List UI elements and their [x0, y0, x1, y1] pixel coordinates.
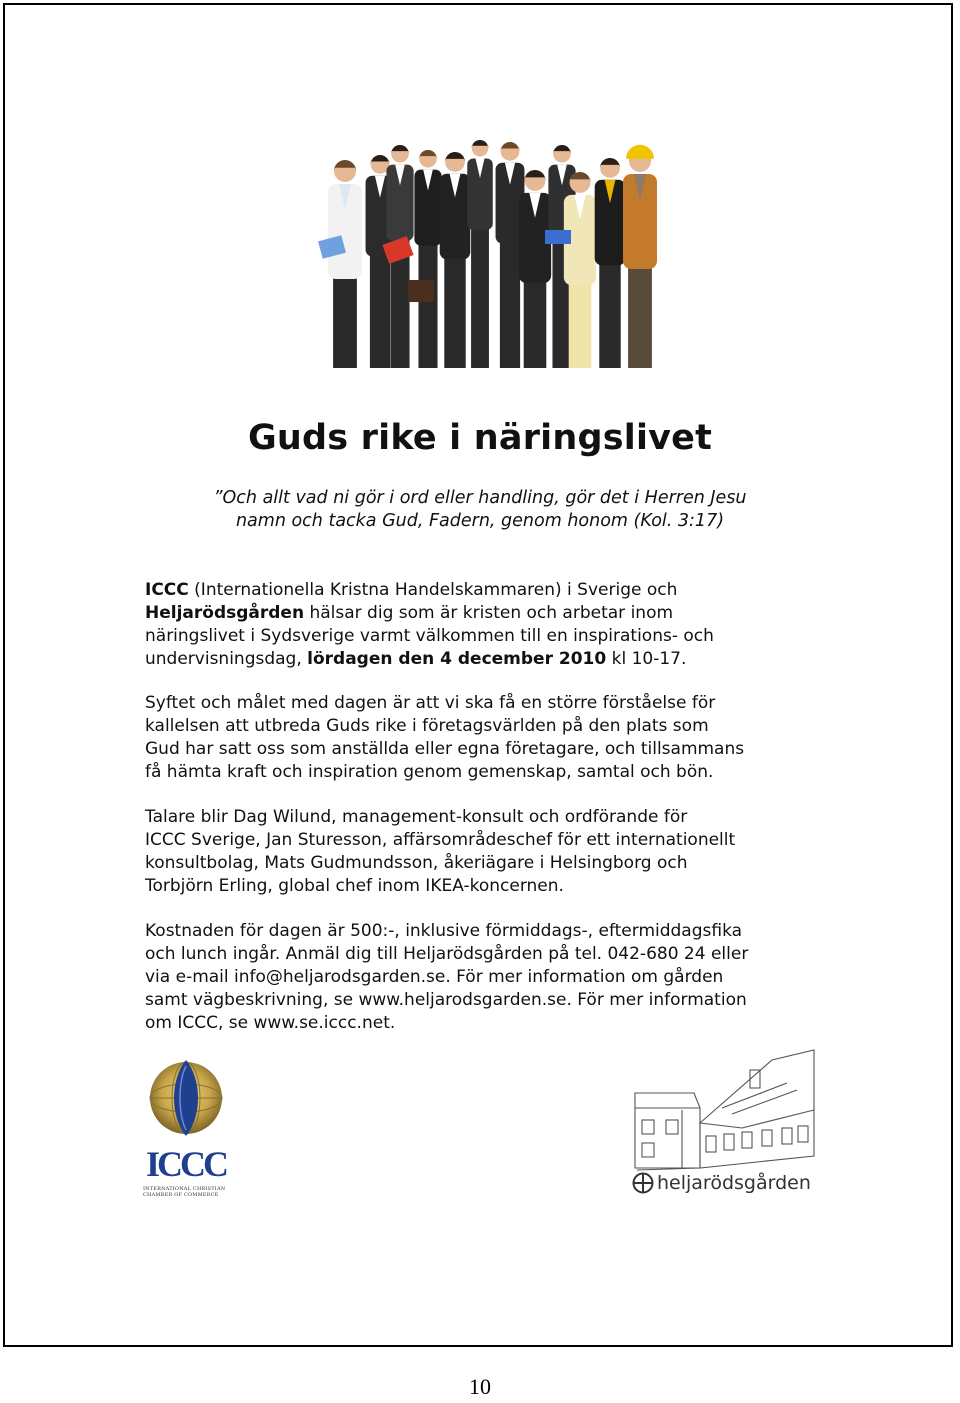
iccc-subtitle-line-2: CHAMBER OF COMMERCE [143, 1192, 219, 1198]
bible-quote [0, 487, 960, 533]
speakers-line: ICCC Sverige, Jan Sturesson, affärsområdeschef för ett internationellt [145, 830, 736, 850]
intro-line-4 [145, 648, 835, 671]
quote-line-2: namn och tacka Gud, Fadern, genom honom (Kol. 3:17) [235, 511, 725, 531]
person-figure [519, 170, 551, 368]
heljarodsgarden-wordmark [632, 1172, 811, 1194]
heljarodsgarden-house-logo [632, 1048, 817, 1173]
intro-line-3: näringslivet i Sydsverige varmt välkommen till en inspirations- och [145, 626, 714, 646]
purpose-line: Syftet och målet med dagen är att vi ska få en större förståelse för [145, 693, 716, 713]
intro-text-4a: undervisningsdag, [145, 649, 308, 669]
person-figure [564, 172, 596, 368]
speakers-line: Talare blir Dag Wilund, management-konsult och ordförande för [145, 807, 688, 827]
purpose-line: kallelsen att utbreda Guds rike i företagsvärlden på den plats som [145, 716, 709, 736]
cost-line: om ICCC, se www.se.iccc.net. [145, 1013, 396, 1033]
speakers-line: Torbjörn Erling, global chef inom IKEA-koncernen. [145, 876, 564, 896]
person-figure [414, 150, 441, 368]
purpose-line: få hämta kraft och inspiration genom gemenskap, samtal och bön. [145, 762, 714, 782]
person-figure [467, 140, 493, 368]
iccc-subtitle [143, 1186, 233, 1198]
heljarodsgarden-name: heljarödsgården [657, 1172, 811, 1194]
circle-cross-icon [632, 1172, 654, 1194]
iccc-logo [140, 1058, 232, 1200]
intro-paragraph [145, 579, 835, 671]
purpose-paragraph [145, 692, 835, 784]
intro-line-1 [145, 579, 835, 602]
iccc-subtitle-line-1: INTERNATIONAL CHRISTIAN [143, 1186, 226, 1192]
quote-line-1: ”Och allt vad ni gör i ord eller handling, gör det i Herren Jesu [213, 488, 747, 508]
person-figure [440, 152, 471, 368]
heljarod-bold: Heljarödsgården [145, 603, 305, 623]
speakers-paragraph [145, 806, 835, 898]
person-figure [595, 158, 626, 368]
person-figure [328, 160, 362, 368]
page-title: Guds rike i näringslivet [247, 418, 713, 458]
purpose-line: Gud har satt oss som anställda eller egna företagare, och tillsammans [145, 739, 745, 759]
cost-line: Kostnaden för dagen är 500:-, inklusive förmiddags-, eftermiddagsfika [145, 921, 743, 941]
person-figure [623, 145, 657, 368]
iccc-bold: ICCC [145, 580, 189, 600]
prop-item [545, 230, 571, 244]
professionals-group-image [280, 130, 680, 390]
intro-text-4b: kl 10-17. [606, 649, 687, 669]
iccc-wordmark: ICCC [145, 1144, 227, 1184]
speakers-line: konsultbolag, Mats Gudmundsson, åkeriägare i Helsingborg och [145, 853, 688, 873]
cost-line: och lunch ingår. Anmäl dig till Heljarödsgården på tel. 042-680 24 eller [145, 944, 749, 964]
intro-text-1: (Internationella Kristna Handelskammaren) i Sverige och [188, 580, 678, 600]
cost-line: samt vägbeskrivning, se www.heljarodsgarden.se. För mer information [145, 990, 747, 1010]
prop-item [408, 280, 434, 302]
page-number: 10 [469, 1374, 491, 1399]
cost-line: via e-mail info@heljarodsgarden.se. För mer information om gården [145, 967, 724, 987]
cost-paragraph [145, 920, 835, 1035]
event-date-bold: lördagen den 4 december 2010 [307, 649, 607, 669]
intro-line-2 [145, 602, 835, 625]
intro-text-2: hälsar dig som är kristen och arbetar inom [304, 603, 674, 623]
